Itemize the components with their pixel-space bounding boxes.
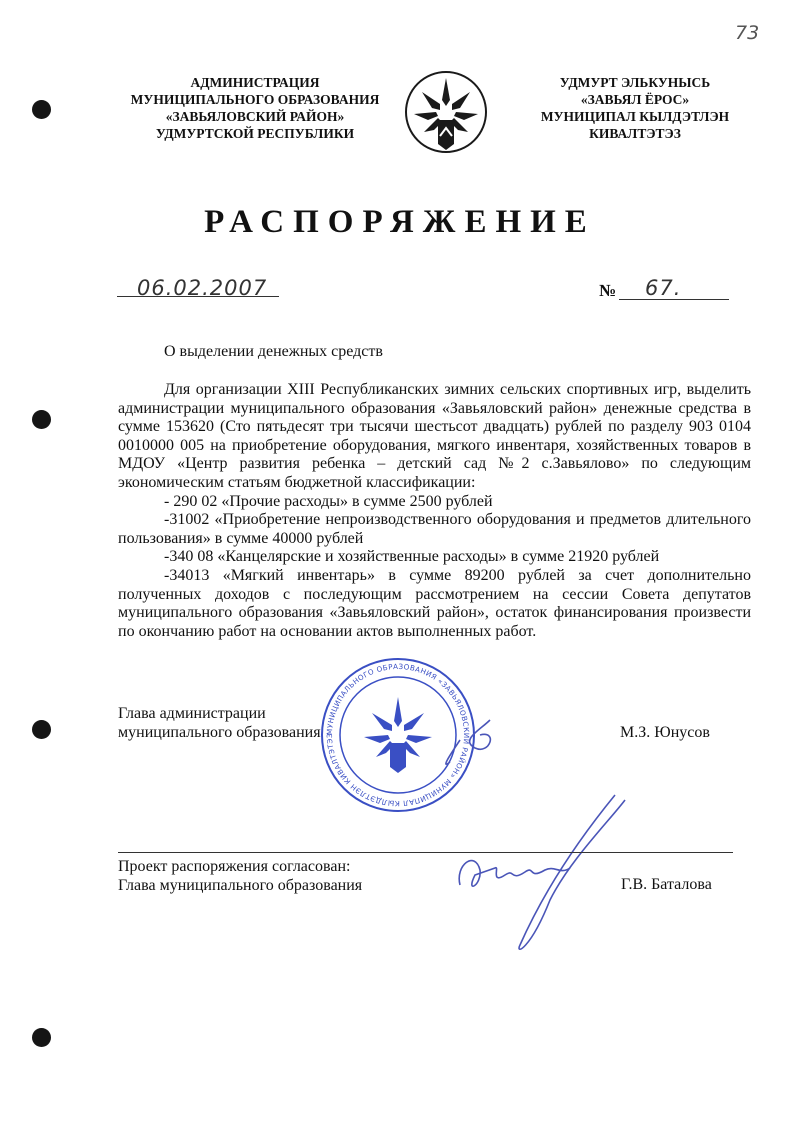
header-left-line: МУНИЦИПАЛЬНОГО ОБРАЗОВАНИЯ	[130, 92, 380, 107]
body-paragraph: Для организации XIII Республиканских зимних сельских спортивных игр, выделить администрации муниципального образования «Завьяловский район» денежные средства в сумме 153620 (Сто пятьдесят три тысячи шестьсот двадцать) рублей по разделу 903 0104 0010000 005 на приобретение оборудования, мягкого инвентаря, хозяйственных товаров в МДОУ «Центр развития ребенка – детский сад №2 с.Завьялово» по следующим экономическим статьям бюджетной классификации:	[118, 381, 751, 491]
number-sign: №	[599, 281, 617, 300]
document-body	[118, 381, 751, 641]
emblem-logo	[404, 70, 488, 154]
body-item: -31002 «Приобретение непроизводственного оборудования и предметов длительного пользования» в сумме 40000 рублей	[118, 511, 751, 547]
signature2-name: Г.В. Баталова	[621, 876, 712, 893]
header-right-line: КИВАЛТЭТЭЗ	[589, 126, 681, 141]
svg-text:МУНИЦИПАЛЬНОГО ОБРАЗОВАНИЯ «ЗА: МУНИЦИПАЛЬНОГО ОБРАЗОВАНИЯ «ЗАВЬЯЛОВСКИЙ РАЙОН» МУНИЦИПАЛ КЫЛДЭТЛЭН КИВАЛТЭТЭЗ	[324, 661, 472, 809]
header-left-line: «ЗАВЬЯЛОВСКИЙ РАЙОН»	[165, 109, 345, 124]
signature2-line: Проект распоряжения согласован:	[118, 858, 351, 875]
date-handwritten: 06.02.2007	[137, 276, 268, 300]
body-item: -34013 «Мягкий инвентарь» в сумме 89200 рублей за счет дополнительно полученных доходов с последующим рассмотрением на сессии Совета депутатов муниципального образования «Завьяловский район», остаток финансирования произвести по окончанию работ на основании актов выполненных работ.	[118, 566, 751, 640]
header-left-line: УДМУРТСКОЙ РЕСПУБЛИКИ	[155, 126, 355, 141]
signature1-line: муниципального образования	[118, 724, 321, 741]
page-number: 73	[735, 22, 760, 44]
header-right-line: «ЗАВЬЯЛ ЁРОС»	[580, 92, 690, 107]
number-handwritten: 67.	[645, 276, 682, 300]
number-line	[619, 299, 729, 300]
binder-hole	[32, 410, 51, 429]
signature1-name: М.З. Юнусов	[620, 724, 710, 741]
header-left	[110, 74, 400, 142]
header-left-line: АДМИНИСТРАЦИЯ	[190, 75, 320, 90]
binder-hole	[32, 1028, 51, 1047]
separator-line	[118, 852, 733, 853]
binder-hole	[32, 720, 51, 739]
document-title: РАСПОРЯЖЕНИЕ	[204, 204, 596, 240]
date-line	[117, 296, 279, 297]
body-item: - 290 02 «Прочие расходы» в сумме 2500 рублей	[164, 492, 493, 510]
header-right-line: УДМУРТ ЭЛЬКУНЫСЬ	[559, 75, 711, 90]
header-right	[490, 74, 780, 142]
signature2-line: Глава муниципального образования	[118, 877, 363, 894]
body-item: -340 08 «Канцелярские и хозяйственные расходы» в сумме 21920 рублей	[164, 548, 660, 566]
signature1-title	[118, 704, 321, 742]
header-right-line: МУНИЦИПАЛ КЫЛДЭТЛЭН	[540, 109, 730, 124]
signature1-line: Глава администрации	[118, 705, 266, 722]
signature2-title	[118, 857, 362, 895]
binder-hole	[32, 100, 51, 119]
subject: О выделении денежных средств	[164, 343, 383, 360]
